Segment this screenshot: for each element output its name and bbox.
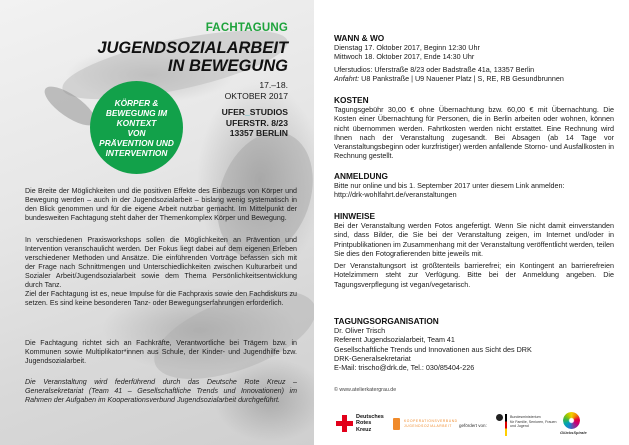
workshops-paragraph: In verschiedenen Praxisworkshops sollen die Möglichkeiten an Prävention und Intervention veranschaulicht werden. Der Fokus liegt dabei auf dem eigenen Erleben verschiedener Methoden und Ansätze. Die einführenden Vorträge befassen sich mit der Frage nach Schnittmengen und Unterschiedlichkeiten zwischen Kulturarbeit und Sozialer Arbeit/Jugendsozialarbeit sowie dem Thema Persönlichkeitsentwicklung durch Tanz. — [25, 236, 297, 289]
drk-logo-text — [356, 414, 384, 433]
topic-line: BEWEGUNG IM — [105, 107, 168, 118]
section-hinweise — [334, 211, 614, 289]
intro-paragraph: Die Breite der Möglichkeiten und die positiven Effekte des Einbezugs von Körper und Bewegung werden – auch in der Jugendsozialarbeit – bislang wenig systematisch in den Blick genommen und für die eigene Arbeit nutzbar gemacht. Im Mittelpunkt der bundesweiten Fachtagung steht daher der Themenkomplex Körper und Bewegung. — [25, 187, 297, 222]
federal-eagle-icon — [496, 414, 503, 421]
section-kosten — [334, 95, 614, 161]
drk-line: Deutsches — [356, 414, 384, 420]
registration-link[interactable]: http://drk-wohlfahrt.de/veranstaltungen — [334, 190, 457, 200]
section-wann-wo — [334, 33, 614, 83]
ministry-logo-text — [510, 415, 557, 429]
date-day2: Mittwoch 18. Oktober 2017, Ende 14:30 Uhr — [334, 52, 475, 62]
topic-line: KÖRPER & — [114, 97, 159, 108]
event-title — [97, 39, 288, 75]
contact-team: Gesellschaftliche Trends und Innovationen aus Sicht des DRK — [334, 344, 532, 354]
accessibility-notice: Der Veranstaltungsort ist größtenteils barrierefrei; ein Kontingent an barrierefreien Hotelzimmern steht zur Verfügung. Bitte bei der Anmeldung angeben. Die Tagungsverpflegung ist vegan/vegetarisch. — [334, 261, 614, 289]
venue-address: Uferstudios: Uferstraße 8/23 oder Badstraße 41a, 13357 Berlin — [334, 64, 535, 74]
organizer-note: Die Veranstaltung wird federführend durch das Deutsche Rote Kreuz – Generalsekretariat (Team 41 – Gesellschaftliche Trends und Innovationen) im Rahmen der Aufgaben im Kooperationsverbund Jugendsozialarbeit durchgeführt. — [25, 378, 297, 404]
date-day1: Dienstag 17. Oktober 2017, Beginn 12:30 Uhr — [334, 43, 480, 52]
event-title-line2: IN BEWEGUNG — [167, 57, 288, 75]
venue-name — [222, 107, 288, 118]
venue-name-b: STUDIOS — [249, 107, 288, 117]
section-heading: TAGUNGSORGANISATION — [334, 316, 439, 326]
topic-circle-badge — [90, 81, 183, 174]
venue-city: 13357 BERLIN — [229, 128, 288, 138]
flyer-info-panel — [314, 0, 629, 445]
venue-name-sep: _ — [245, 107, 250, 117]
event-title-line1: JUGENDSOZIALARBEIT — [97, 39, 288, 57]
kv-line: KOOPERATIONSVERBUND — [404, 419, 458, 423]
ministry-line: für Familie, Senioren, Frauen — [510, 419, 557, 424]
contact-role: Referent Jugendsozialarbeit, Team 41 — [334, 335, 455, 345]
directions — [334, 74, 614, 83]
event-date-days: 17.–18. — [259, 80, 288, 90]
contact-name: Dr. Oliver Trisch — [334, 326, 386, 335]
section-heading: HINWEISE — [334, 211, 376, 221]
audience-paragraph: Die Fachtagung richtet sich an Fachkräfte, Verantwortliche bei Trägern bzw. in Kommunen sowie Multiplikator*innen aus Schule, der Kinder- und Jugendhilfe bzw. Jugendsozialarbeit. — [25, 339, 297, 365]
contact-org: DRK-Generalsekretariat — [334, 353, 411, 363]
section-organisation — [334, 316, 614, 372]
kv-line: JUGENDSOZIALARBEIT — [404, 424, 452, 428]
topic-line: KONTEXT — [116, 117, 157, 128]
gluecksspirale-logo-text: GlücksSpirale — [560, 430, 587, 435]
kooperationsverbund-logo-text — [404, 419, 458, 429]
goal-paragraph: Ziel der Fachtagung ist es, neue Impulse für die Fachpraxis sowie den Fachdiskurs zu setzen. Es sind keine besonderen Tanz- oder Bewegungserfahrungen erforderlich. — [25, 290, 297, 307]
flyer-front-panel — [0, 0, 314, 445]
ministry-line: und Jugend — [510, 424, 529, 429]
venue-name-a: UFER — [221, 107, 246, 117]
gluecksspirale-wheel-icon — [563, 412, 580, 429]
section-heading: KOSTEN — [334, 95, 369, 105]
costs-text: Tagungsgebühr 30,00 € ohne Übernachtung bzw. 60,00 € mit Übernachtung. Die Kosten einer Übernachtung für Personen, die in Berlin arbeiten oder wohnen, können nicht übernommen werden. Fahrtkosten werden nicht erstattet. Eine Rechnung wird Ihnen nach der Veranstaltung zugesandt. Bei Absagen (ab 14 Tage vor Veranstaltungsbeginn oder kurzfristiger) werden anfallende Storno- und Ausfallkosten in Rechnung gestellt. — [334, 105, 614, 161]
kooperationsverbund-icon — [393, 418, 400, 430]
directions-label: Anfahrt: — [334, 73, 360, 83]
funded-by-label: gefördert von: — [459, 423, 487, 428]
drk-line: Kreuz — [356, 426, 372, 433]
contact-email-phone: E-Mail: trischo@drk.de, Tel.: 030/85404-226 — [334, 363, 475, 373]
registration-text: Bitte nur online und bis 1. September 2017 unter diesem Link anmelden: — [334, 181, 565, 190]
sponsor-logos — [334, 412, 624, 438]
topic-line: PRÄVENTION UND — [99, 137, 174, 148]
event-type-label: FACHTAGUNG — [205, 22, 288, 34]
red-cross-icon — [336, 415, 353, 432]
photo-notice: Bei der Veranstaltung werden Fotos angefertigt. Wenn Sie nicht damit einverstanden sind, dass Bilder, die Sie bei der Veranstaltung zeigen, im Internet und/oder in Printpublikationen im Zusammenhang mit der Veranstaltung veröffentlicht werden, teilen Sie dies den Fotografierenden bitte jeweils mit. — [334, 221, 614, 258]
section-anmeldung — [334, 171, 614, 200]
topic-line: VON — [127, 127, 146, 138]
section-heading: WANN & WO — [334, 33, 385, 43]
german-flag-bar-icon — [505, 414, 507, 436]
event-date — [225, 80, 288, 102]
event-venue — [222, 107, 288, 139]
drk-line: Rotes — [356, 420, 372, 427]
event-date-month: OKTOBER 2017 — [224, 91, 288, 101]
topic-line: INTERVENTION — [105, 147, 168, 158]
ministry-line: Bundesministerium — [510, 415, 541, 419]
venue-street: UFERSTR. 8/23 — [225, 117, 288, 128]
copyright-notice: © www.atelierkatergrau.de — [334, 387, 397, 393]
section-heading: ANMELDUNG — [334, 171, 388, 181]
directions-value: U8 Pankstraße | U9 Nauener Platz | S, RE, RB Gesundbrunnen — [359, 73, 564, 83]
